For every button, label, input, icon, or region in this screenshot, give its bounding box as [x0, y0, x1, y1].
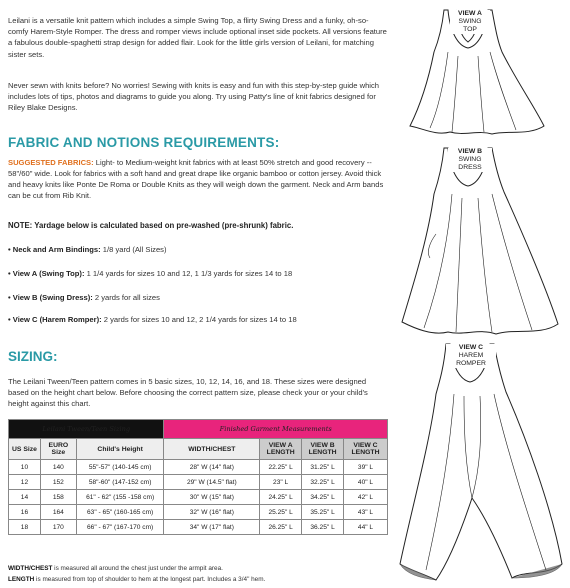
- footnote-text: is measured from top of shoulder to hem at the longest part. Includes a 3/4" hem.: [34, 576, 266, 583]
- bullet-text: 2 yards for all sizes: [92, 293, 160, 302]
- bullet-label: • View A (Swing Top):: [8, 269, 85, 278]
- cell: 42" L: [344, 490, 388, 505]
- intro-paragraph-2: Never sewn with knits before? No worries! Sewing with knits is easy and fun with this step-by-step guide which includes lots of tips, photos and diagrams to guide you along. Try using Patty's line of knit fabrics designed for Riley Blake Designs.: [8, 81, 379, 113]
- table-row: [9, 475, 388, 490]
- banner-finished-measurements: Finished Garment Measurements: [164, 420, 388, 439]
- cell: 26.25" L: [260, 520, 302, 535]
- cell: 164: [40, 505, 76, 520]
- view-a-line2: TOP: [463, 26, 477, 33]
- view-b-label: [448, 148, 492, 172]
- suggested-text: Light- to Medium-weight knit fabrics with at least 50% stretch and good recovery -- 58"/60" wide. Look for fabrics with a soft hand and great drape like organic bamboo or cotton jersey. Avoid thick and heavy knits like Ponte De Roma or Double Knits as they will weigh down the garment. Neck and Arm bands can be cut from Rib Knit.: [8, 158, 384, 200]
- cell: 63" - 65" (160-165 cm): [76, 505, 164, 520]
- cell: 58"-60" (147-152 cm): [76, 475, 164, 490]
- bullet-label: • View B (Swing Dress):: [8, 293, 93, 302]
- col-width-chest: WIDTH/CHEST: [164, 439, 260, 460]
- view-a-title: VIEW A: [458, 10, 482, 17]
- cell: 35.25" L: [302, 505, 344, 520]
- cell: 10: [9, 460, 41, 475]
- col-view-b-length: VIEW B LENGTH: [302, 439, 344, 460]
- cell: 12: [9, 475, 41, 490]
- view-b-title: VIEW B: [457, 148, 483, 155]
- fabric-heading: FABRIC AND NOTIONS REQUIREMENTS:: [8, 135, 280, 150]
- col-euro-size: EURO Size: [40, 439, 76, 460]
- col-us-size: US Size: [9, 439, 41, 460]
- bullet-text: 1/8 yard (All Sizes): [100, 245, 167, 254]
- footnote-label: WIDTH/CHEST: [8, 565, 53, 572]
- sizing-paragraph: The Leilani Tween/Teen pattern comes in 5 basic sizes, 10, 12, 14, 16, and 18. These sizes were designed based on the height chart below. Before choosing the correct pattern size, please check your or your child's height against this chart.: [8, 377, 368, 408]
- cell: 34" W (17" flat): [164, 520, 260, 535]
- cell: 24.25" L: [260, 490, 302, 505]
- bullet-bindings: [8, 245, 167, 254]
- cell: 170: [40, 520, 76, 535]
- table-header-row: [9, 439, 388, 460]
- cell: 40" L: [344, 475, 388, 490]
- bullet-label: • View C (Harem Romper):: [8, 315, 102, 324]
- cell: 22.25" L: [260, 460, 302, 475]
- cell: 18: [9, 520, 41, 535]
- cell: 36.25" L: [302, 520, 344, 535]
- sizing-heading: SIZING:: [8, 349, 58, 364]
- footnote-label: LENGTH: [8, 576, 35, 583]
- cell: 23" L: [260, 475, 302, 490]
- view-c-label: [446, 344, 496, 368]
- suggested-fabrics: [8, 157, 386, 201]
- view-c-line1: HAREM: [458, 352, 484, 359]
- view-b-line2: DRESS: [458, 164, 482, 171]
- footnote-width: [8, 565, 388, 572]
- cell: 39" L: [344, 460, 388, 475]
- bullet-view-a: [8, 269, 292, 278]
- sizing-table: [8, 419, 388, 535]
- banner-tween-teen-sizing: Leilani Tween/Teen Sizing: [9, 420, 164, 439]
- intro-paragraph: Leilani is a versatile knit pattern which includes a simple Swing Top, a flirty Swing Dress and a funky, oh-so-comfy Harem-Style Romper. The dress and romper views include optional inset side pockets. All versions feature a fabulous double-spaghetti strap design for added flair. Look for the little girls version of Leilani, for matching sister sets.: [8, 16, 387, 59]
- table-row: [9, 520, 388, 535]
- harem-romper-illustration: [396, 338, 568, 586]
- cell: 28" W (14" flat): [164, 460, 260, 475]
- cell: 55"-57" (140-145 cm): [76, 460, 164, 475]
- view-c-line2: ROMPER: [456, 360, 486, 367]
- yardage-note: NOTE: Yardage below is calculated based on pre-washed (pre-shrunk) fabric.: [8, 221, 294, 230]
- bullet-text: 1 1/4 yards for sizes 10 and 12, 1 1/3 yards for sizes 14 to 18: [84, 269, 293, 278]
- cell: 32" W (16" flat): [164, 505, 260, 520]
- cell: 44" L: [344, 520, 388, 535]
- view-c-title: VIEW C: [458, 344, 484, 351]
- col-view-a-length: VIEW A LENGTH: [260, 439, 302, 460]
- view-a-line1: SWING: [458, 18, 482, 25]
- cell: 140: [40, 460, 76, 475]
- bullet-view-b: [8, 293, 160, 302]
- bullet-text: 2 yards for sizes 10 and 12, 2 1/4 yards for sizes 14 to 18: [101, 315, 297, 324]
- cell: 43" L: [344, 505, 388, 520]
- cell: 34.25" L: [302, 490, 344, 505]
- footnote-length: [8, 576, 388, 583]
- cell: 61" - 62" (155 -158 cm): [76, 490, 164, 505]
- bullet-label: • Neck and Arm Bindings:: [8, 245, 101, 254]
- footnote-text: is measured all around the chest just under the armpit area.: [52, 565, 223, 572]
- bullet-view-c: [8, 315, 297, 324]
- cell: 29" W (14.5" flat): [164, 475, 260, 490]
- col-height: Child's Height: [76, 439, 164, 460]
- suggested-label: SUGGESTED FABRICS:: [8, 158, 94, 167]
- cell: 152: [40, 475, 76, 490]
- view-a-label: [450, 10, 490, 34]
- cell: 25.25" L: [260, 505, 302, 520]
- table-row: [9, 460, 388, 475]
- cell: 16: [9, 505, 41, 520]
- cell: 66" - 67" (167-170 cm): [76, 520, 164, 535]
- cell: 14: [9, 490, 41, 505]
- col-view-c-length: VIEW C LENGTH: [344, 439, 388, 460]
- cell: 158: [40, 490, 76, 505]
- cell: 32.25" L: [302, 475, 344, 490]
- cell: 31.25" L: [302, 460, 344, 475]
- table-row: [9, 505, 388, 520]
- table-row: [9, 490, 388, 505]
- cell: 30" W (15" flat): [164, 490, 260, 505]
- view-b-line1: SWING: [458, 156, 482, 163]
